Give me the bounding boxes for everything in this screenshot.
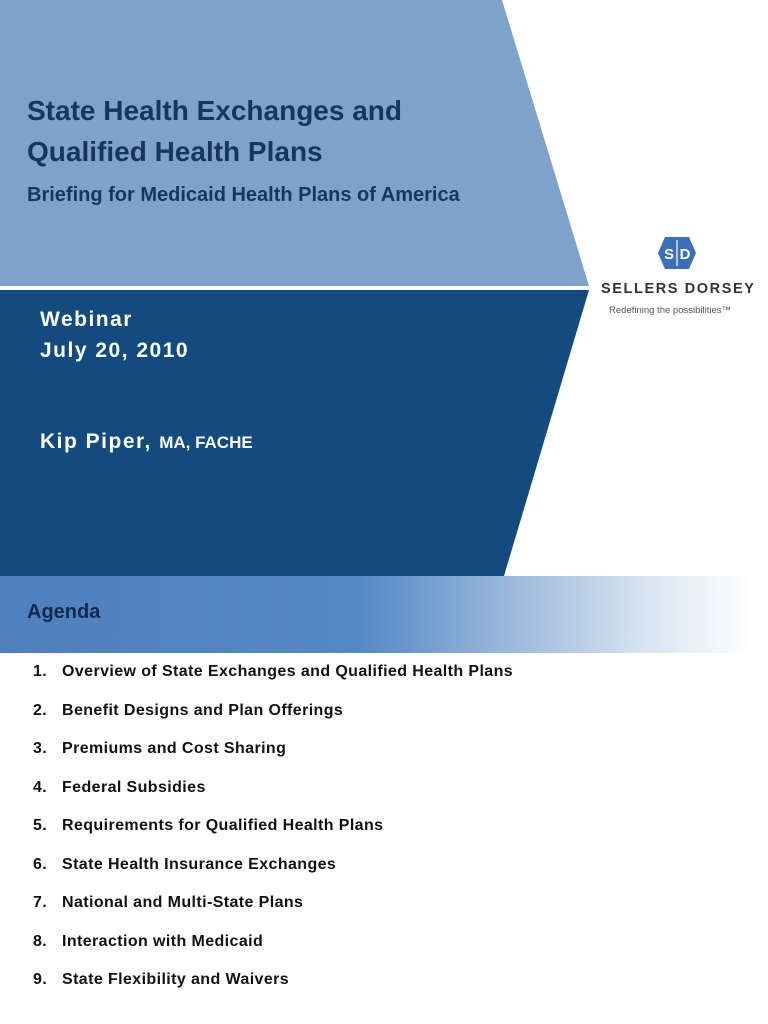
presenter-name: Kip Piper,: [40, 430, 152, 453]
agenda-item-text: Federal Subsidies: [62, 778, 206, 796]
agenda-item: [33, 856, 513, 895]
agenda-item-text: State Flexibility and Waivers: [62, 971, 290, 988]
agenda-item-text: Premiums and Cost Sharing: [62, 740, 287, 757]
logo-mark-letter-d: D: [679, 246, 691, 263]
agenda-item: [33, 971, 513, 1010]
brand-name: SELLERS DORSEY: [601, 281, 756, 297]
slide-title: [27, 90, 402, 172]
agenda-item: [33, 817, 513, 856]
agenda-item-text: National and Multi-State Plans: [62, 894, 304, 911]
agenda-item-text: Overview of State Exchanges and Qualified Health Plans: [62, 663, 514, 680]
slide-title-line-1: State Health Exchanges and: [27, 95, 403, 126]
agenda-item-number: 4.: [33, 778, 48, 796]
agenda-item: [33, 740, 513, 779]
presenter-credentials: MA, FACHE: [159, 433, 253, 452]
agenda-item-number: 7.: [33, 894, 48, 911]
agenda-item: [33, 702, 513, 741]
agenda-item: [33, 663, 513, 702]
agenda-item-number: 6.: [33, 855, 48, 873]
agenda-item-text: Interaction with Medicaid: [62, 932, 264, 950]
slide-title-line-2: Qualified Health Plans: [27, 136, 323, 167]
agenda-item-number: 9.: [33, 971, 48, 988]
agenda-item: [33, 933, 513, 972]
sellers-dorsey-logo: [601, 237, 756, 321]
agenda-header-bar: [0, 576, 768, 653]
agenda-item-number: 3.: [33, 740, 48, 757]
agenda-item: [33, 779, 513, 818]
agenda-heading: Agenda: [27, 601, 101, 623]
agenda-item-text: State Health Insurance Exchanges: [62, 855, 337, 873]
event-type: Webinar: [40, 308, 133, 331]
agenda-item: [33, 894, 513, 933]
presenter: [40, 430, 253, 454]
logo-mark-letter-s: S: [663, 246, 675, 263]
agenda-item-text: Benefit Designs and Plan Offerings: [62, 701, 344, 719]
agenda-item-text: Requirements for Qualified Health Plans: [62, 817, 384, 834]
agenda-item-number: 5.: [33, 817, 48, 834]
agenda-item-number: 1.: [33, 663, 48, 680]
sd-logo-mark-icon: [658, 237, 696, 269]
slide-subtitle: Briefing for Medicaid Health Plans of America: [27, 184, 460, 206]
event-date: July 20, 2010: [40, 339, 190, 362]
agenda-item-number: 8.: [33, 932, 48, 950]
brand-tagline: Redefining the possibilities™: [609, 305, 731, 316]
agenda-list: [33, 663, 513, 1010]
agenda-item-number: 2.: [33, 701, 48, 719]
